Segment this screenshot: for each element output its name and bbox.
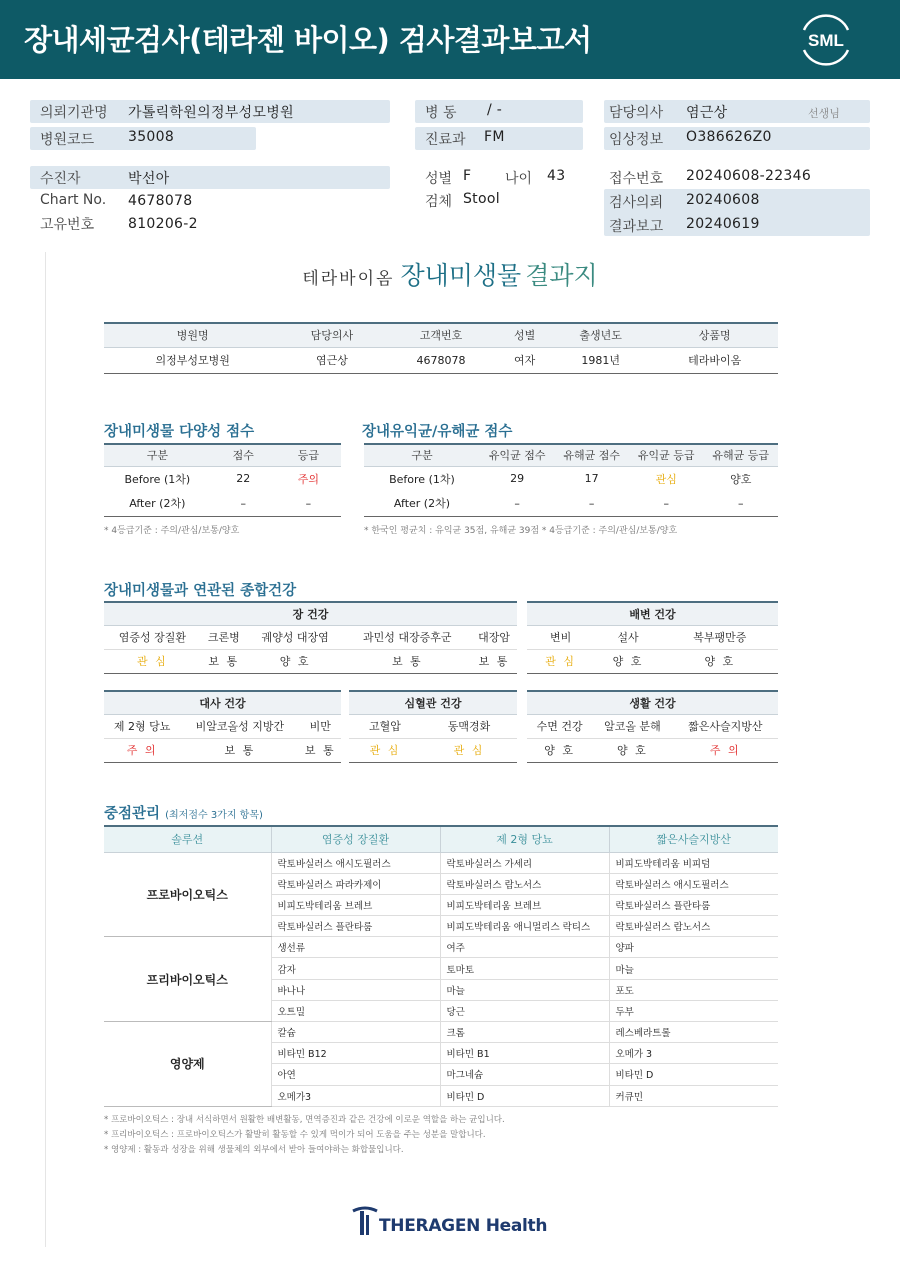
- info-cell: 염근상: [315, 354, 348, 367]
- institution-label: 의뢰기관명: [40, 105, 108, 121]
- footnote-prebiotics: * 프리바이오틱스 : 프로바이오틱스가 활발히 활동할 수 있게 먹이가 되어 도움을 주는 성분을 말합니다.: [104, 1130, 486, 1140]
- solution-cell: 크롬: [440, 1022, 609, 1043]
- probiotic-header: 유익균 등급: [629, 444, 704, 466]
- bowel-value: 관 심: [545, 655, 577, 668]
- patient-box: [30, 166, 390, 189]
- solution-cell: 비타민 D: [440, 1085, 609, 1106]
- bowel-health-title: 배변 건강: [527, 602, 778, 625]
- gut-item: 크론병: [201, 625, 247, 649]
- solution-cell: 락토바실러스 애시도필러스: [609, 873, 778, 894]
- solution-cell: 아연: [271, 1064, 440, 1085]
- solution-group: 프로바이오틱스: [104, 852, 271, 937]
- info-cell: 1981년: [581, 354, 620, 367]
- solution-cell: 양파: [609, 937, 778, 958]
- probiotic-cell: Before (1차): [389, 472, 455, 486]
- result-sheet-title: [0, 256, 900, 292]
- info-header: 담당의사: [281, 323, 382, 347]
- bowel-item: 변비: [527, 625, 594, 649]
- solution-cell: 비피도박테리움 브레브: [440, 894, 609, 915]
- age-value: 43: [547, 168, 566, 184]
- info-header: 출생년도: [550, 323, 651, 347]
- solution-cell: 레스베라트롤: [609, 1022, 778, 1043]
- gut-item: 대장암: [471, 625, 517, 649]
- metabolic-item: 비만: [300, 714, 341, 738]
- sex-label: 성별: [425, 171, 453, 187]
- bowel-health-table: [527, 601, 778, 674]
- title-prefix: 테라바이옴: [302, 269, 395, 289]
- probiotic-cell: 양호: [730, 472, 752, 486]
- diversity-table: [104, 443, 341, 517]
- receipt-value: 20240608-22346: [686, 168, 812, 184]
- diversity-header: 등급: [276, 444, 341, 466]
- doctor-value: 염근상: [686, 105, 728, 121]
- request-value: 20240608: [686, 192, 760, 208]
- probiotic-cell: 17: [584, 472, 599, 486]
- probiotic-header: 구분: [364, 444, 480, 466]
- management-header: 염증성 장질환: [271, 826, 440, 852]
- bowel-value: 양 호: [704, 655, 736, 668]
- metabolic-health-title: 대사 건강: [104, 691, 341, 714]
- dept-label: 진료과: [425, 132, 466, 148]
- management-subtitle: (최저점수 3가지 항목): [165, 810, 263, 821]
- solution-cell: 두부: [609, 1000, 778, 1021]
- solution-cell: 락토바실러스 람노서스: [440, 873, 609, 894]
- management-title-text: 중점관리: [104, 806, 161, 822]
- solution-cell: 감자: [271, 958, 440, 979]
- solution-cell: 마그네슘: [440, 1064, 609, 1085]
- info-cell: 의정부성모병원: [155, 354, 230, 367]
- footnote-probiotics: * 프로바이오틱스 : 장내 서식하면서 원활한 배변활동, 면역증진과 같은 건강에 이로운 역할을 하는 균입니다.: [104, 1115, 505, 1125]
- probiotic-grade: 관심: [655, 472, 677, 486]
- solution-cell: 당근: [440, 1000, 609, 1021]
- life-health-title: 생활 건강: [527, 691, 778, 714]
- sml-logo: [798, 14, 854, 66]
- probiotic-score-table: [364, 443, 778, 517]
- institution-value: 가톨릭학원의정부성모병원: [128, 105, 294, 121]
- probiotic-cell: 29: [510, 472, 525, 486]
- probiotic-cell: –: [737, 496, 744, 510]
- bowel-item: 복부팽만증: [662, 625, 778, 649]
- solution-cell: 오메가3: [271, 1085, 440, 1106]
- info-header: 병원명: [104, 323, 281, 347]
- solution-cell: 오트밀: [271, 1000, 440, 1021]
- cardio-value: 관 심: [369, 744, 401, 757]
- gut-value: 보 통: [208, 655, 240, 668]
- doctor-label: 담당의사: [609, 105, 664, 121]
- metabolic-value: 보 통: [224, 744, 256, 757]
- age-label: 나이: [505, 171, 533, 187]
- solution-cell: 비타민 B12: [271, 1043, 440, 1064]
- life-item: 수면 건강: [527, 714, 592, 738]
- result-label: 결과보고: [609, 219, 664, 235]
- solution-cell: 락토바실러스 파라카제이: [271, 873, 440, 894]
- specimen-label: 검체: [425, 194, 453, 210]
- theragen-logo: [351, 1205, 551, 1239]
- cardio-item: 고혈압: [349, 714, 421, 738]
- gut-health-table: [104, 601, 517, 674]
- solution-cell: 마늘: [609, 958, 778, 979]
- probiotic-cell: –: [588, 496, 595, 510]
- solution-cell: 생선류: [271, 937, 440, 958]
- gut-health-title: 장 건강: [104, 602, 517, 625]
- metabolic-value: 주 의: [126, 744, 158, 757]
- title-main: 장내미생물: [400, 261, 522, 290]
- patient-label: 수진자: [40, 171, 81, 187]
- diversity-header: 점수: [211, 444, 276, 466]
- solution-cell: 토마토: [440, 958, 609, 979]
- gut-item: 궤양성 대장염: [247, 625, 344, 649]
- gut-value: 보 통: [391, 655, 423, 668]
- solution-cell: 여주: [440, 937, 609, 958]
- solution-cell: 커큐민: [609, 1085, 778, 1106]
- info-cell: 4678078: [416, 353, 466, 367]
- solution-cell: 바나나: [271, 979, 440, 1000]
- probiotic-header: 유익균 점수: [480, 444, 555, 466]
- dept-value: FM: [484, 129, 505, 145]
- cardio-item: 동맥경화: [421, 714, 517, 738]
- diversity-cell: After (2차): [129, 497, 186, 511]
- diversity-title: 장내미생물 다양성 점수: [104, 424, 255, 440]
- probiotic-header: 유해균 점수: [554, 444, 629, 466]
- cardio-health-title: 심혈관 건강: [349, 691, 517, 714]
- management-table: [104, 825, 778, 1107]
- solution-cell: 비피도박테리움 브레브: [271, 894, 440, 915]
- gut-value: 보 통: [478, 655, 510, 668]
- probiotic-note: * 한국인 평균치 : 유익균 35점, 유해균 39점 * 4등급기준 : 주의/관심/보통/양호: [364, 526, 678, 536]
- life-health-table: [527, 690, 778, 763]
- solution-cell: 비피도박테리움 비피덤: [609, 852, 778, 873]
- solution-cell: 락토바실러스 플란타룸: [609, 894, 778, 915]
- ward-label: 병 동: [425, 105, 457, 121]
- management-header: 제 2형 당뇨: [440, 826, 609, 852]
- solution-cell: 락토바실러스 가세리: [440, 852, 609, 873]
- diversity-cell: –: [240, 496, 246, 510]
- receipt-label: 접수번호: [609, 171, 664, 187]
- sheet-border: [45, 252, 46, 1247]
- clinical-value: O386626Z0: [686, 129, 772, 145]
- life-value: 양 호: [544, 744, 575, 757]
- report-title: 장내세균검사(테라젠 바이오) 검사결과보고서: [24, 23, 592, 57]
- unique-value: 810206-2: [128, 216, 198, 232]
- theragen-mark-icon: [351, 1205, 379, 1239]
- clinical-label: 임상정보: [609, 132, 664, 148]
- result-value: 20240619: [686, 216, 760, 232]
- unique-label: 고유번호: [40, 217, 95, 233]
- probiotic-header: 유해균 등급: [703, 444, 778, 466]
- report-header-bar: [0, 0, 900, 79]
- probiotic-cell: –: [514, 496, 520, 510]
- health-title: 장내미생물과 연관된 종합건강: [104, 583, 297, 599]
- diversity-cell: Before (1차): [124, 472, 191, 486]
- specimen-value: Stool: [463, 191, 500, 207]
- solution-cell: 마늘: [440, 979, 609, 1000]
- patient-value: 박선아: [128, 171, 170, 187]
- diversity-cell: 22: [236, 472, 251, 486]
- sml-logo-text: SML: [808, 31, 844, 50]
- title-suffix: 결과지: [525, 261, 598, 290]
- info-cell: 테라바이옴: [688, 354, 742, 367]
- diversity-grade: 주의: [297, 472, 320, 486]
- life-item: 짧은사슬지방산: [673, 714, 778, 738]
- solution-group: 프리바이오틱스: [104, 937, 271, 1022]
- diversity-header: 구분: [104, 444, 211, 466]
- diversity-note: * 4등급기준 : 주의/관심/보통/양호: [104, 526, 240, 536]
- solution-cell: 락토바실러스 애시도필러스: [271, 852, 440, 873]
- solution-cell: 비타민 B1: [440, 1043, 609, 1064]
- solution-cell: 락토바실러스 람노서스: [609, 916, 778, 937]
- life-item: 알코올 분해: [592, 714, 672, 738]
- bowel-value: 양 호: [612, 655, 644, 668]
- probiotic-cell: After (2차): [393, 497, 451, 511]
- gut-value: 관 심: [137, 655, 168, 668]
- bowel-item: 설사: [594, 625, 661, 649]
- solution-cell: 칼슘: [271, 1022, 440, 1043]
- info-header: 상품명: [651, 323, 778, 347]
- chart-label: Chart No.: [40, 192, 107, 208]
- info-cell: 여자: [514, 354, 536, 367]
- solution-cell: 비피도박테리움 애니멀리스 락티스: [440, 916, 609, 937]
- solution-cell: 포도: [609, 979, 778, 1000]
- hospital-code-value: 35008: [128, 129, 175, 145]
- customer-info-table: [104, 322, 778, 374]
- cardio-health-table: [349, 690, 517, 763]
- metabolic-health-table: [104, 690, 341, 763]
- probiotic-cell: –: [663, 496, 669, 510]
- chart-value: 4678078: [128, 193, 193, 209]
- gut-item: 염증성 장질환: [104, 625, 201, 649]
- footnote-supplements: * 영양제 : 활동과 성장을 위해 생물체의 외부에서 받아 들여야하는 화합물입니다.: [104, 1145, 404, 1155]
- info-header: 성별: [499, 323, 550, 347]
- probiotic-score-title: 장내유익균/유해균 점수: [362, 424, 513, 440]
- doctor-suffix: 선생님: [808, 107, 840, 120]
- request-label: 검사의뢰: [609, 195, 664, 211]
- metabolic-item: 비알코올성 지방간: [180, 714, 299, 738]
- diversity-cell: –: [305, 496, 312, 510]
- sex-value: F: [463, 168, 472, 184]
- info-header: 고객번호: [383, 323, 500, 347]
- gut-item: 과민성 대장증후군: [344, 625, 471, 649]
- life-value: 주 의: [709, 744, 741, 757]
- management-header: 짧은사슬지방산: [609, 826, 778, 852]
- cardio-value: 관 심: [453, 744, 485, 757]
- gut-value: 양 호: [279, 655, 311, 668]
- metabolic-value: 보 통: [304, 744, 336, 757]
- solution-cell: 비타민 D: [609, 1064, 778, 1085]
- solution-cell: 오메가 3: [609, 1043, 778, 1064]
- management-header: 솔루션: [104, 826, 271, 852]
- life-value: 양 호: [617, 744, 648, 757]
- hospital-code-label: 병원코드: [40, 132, 95, 148]
- metabolic-item: 제 2형 당뇨: [104, 714, 180, 738]
- management-title: [104, 802, 263, 823]
- ward-value: / -: [487, 102, 503, 118]
- solution-cell: 락토바실러스 플란타룸: [271, 916, 440, 937]
- solution-group: 영양제: [104, 1022, 271, 1107]
- theragen-brand-text: THERAGEN Health: [379, 1216, 548, 1236]
